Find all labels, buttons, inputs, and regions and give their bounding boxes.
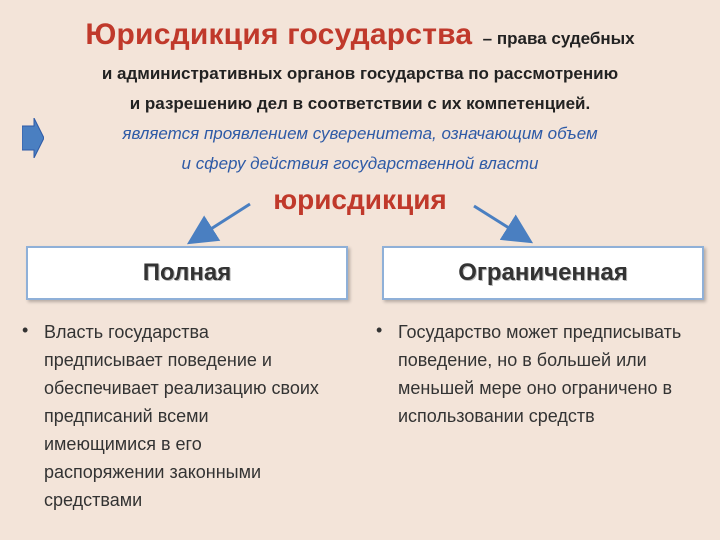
limited-jurisdiction-box: Ограниченная [382,246,704,300]
center-word: юрисдикция [273,184,447,215]
arrow-right-connector [474,206,528,240]
title-definition-start: – права судебных [482,29,635,48]
arrow-left-connector [192,204,250,241]
full-jurisdiction-box: Полная [26,246,348,300]
page-title: Юрисдикция государства [85,18,473,51]
bullet-marker: • [376,320,383,340]
bullet-marker: • [22,320,29,340]
full-bullet-text: Власть государства предписывает поведение и обеспечивает реализацию своих предписаний всеми имеющимися в его распоряжении законными средствами [44,322,319,510]
limited-bullet-text: Государство может предписывать поведение, но в большей или меньшей мере оно ограничено в использовании средств [398,322,682,426]
limited-bullet-item [376,318,706,430]
note-line-2: и сферу действия государственной власти [181,154,539,173]
definition-line-3: и разрешению дел в соответствии с их компетенцией. [129,94,591,113]
note-line-1: является проявлением суверенитета, означающим объем [122,124,598,143]
full-bullet-item [22,318,322,514]
definition-line-2: и административных органов государства по рассмотрению [101,64,619,83]
